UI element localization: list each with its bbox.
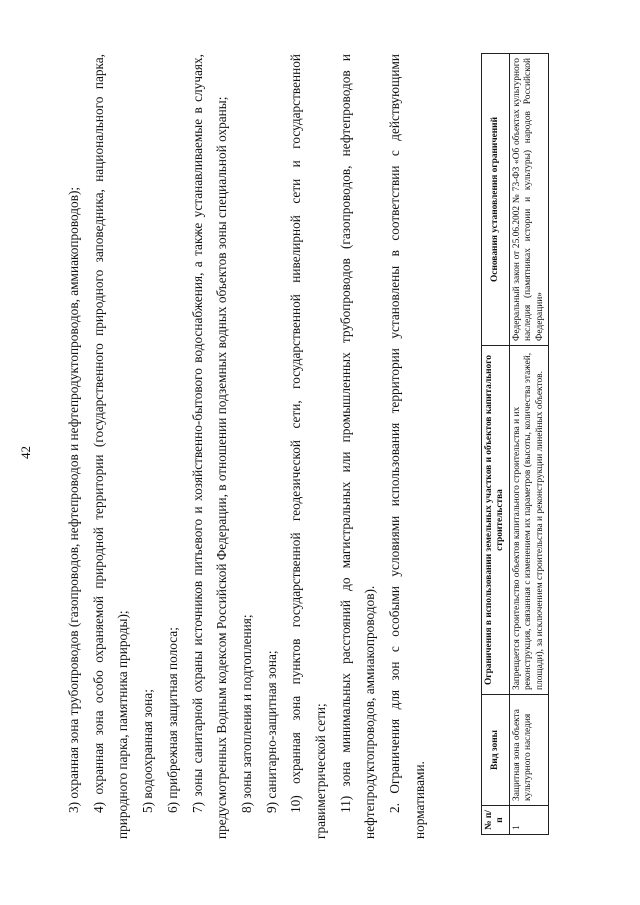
paragraph-restrictions-intro: 2. Ограничения для зон с особыми условиями использования территории установлены в соответствии с действующими нормативами. bbox=[387, 54, 427, 839]
cell-num: 1 bbox=[509, 806, 548, 835]
header-restrictions: Ограничения в использовании земельных участков и объектов капитального строительства bbox=[482, 346, 510, 695]
paragraph-protected-natural-area: 4) охранная зона особо охраняемой природной территории (государственного природного заповедника, национального парка, природного парка, памятника природы); bbox=[90, 54, 131, 839]
paragraph-sanitary-water-zone: 7) зоны санитарной охраны источников питьевого и хозяйственно-бытового водоснабжения, а также устанавливаемые в случаях, предусмотренных Водным кодексом Российской Федерации, в отношении подземных водных объектов зоны специальной охраны; bbox=[189, 54, 230, 839]
restrictions-table bbox=[481, 53, 549, 835]
paragraph-minimum-distance-zone: 11) зона минимальных расстояний до магистральных или промышленных трубопроводов (газопроводов, нефтепроводов и нефтепродуктопроводов, аммиакопроводов). bbox=[337, 54, 378, 839]
paragraph-sanitary-protection-zone: 9) санитарно-защитная зона; bbox=[263, 650, 279, 813]
paragraph-coastal-strip: 6) прибрежная защитная полоса; bbox=[164, 627, 180, 813]
header-num: № п/п bbox=[482, 806, 510, 835]
cell-zone-type: Защитная зона объекта культурного наследия bbox=[509, 695, 548, 806]
paragraph-flood-zone: 8) зоны затопления и подтопления; bbox=[238, 614, 254, 813]
header-zone-type: Вид зоны bbox=[482, 695, 510, 806]
table-header-row bbox=[482, 54, 510, 835]
cell-basis: Федеральный закон от 25.06.2002 № 73-ФЗ «Об объектах культурного наследия (памятниках истории и культуры) народов Российской Федерации» bbox=[509, 54, 548, 346]
paragraph-geodetic-network-zone: 10) охранная зона пунктов государственной геодезической сети, государственной нивелирной сети и государственной гравиметрической сети; bbox=[288, 54, 329, 839]
cell-restrictions: Запрещается строительство объектов капитального строительства и их реконструкция, связанная с изменением их параметров (высоты, количества этажей, площади), за исключением строительства и реконструкции линейных объектов. bbox=[509, 346, 548, 695]
table-row bbox=[509, 54, 548, 835]
header-basis: Основания установления ограничений bbox=[482, 54, 510, 346]
paragraph-pipeline-zone: 3) охранная зона трубопроводов (газопроводов, нефтепроводов и нефтепродуктопроводов, аммиакопроводов); bbox=[66, 186, 81, 813]
body-text bbox=[62, 54, 433, 839]
page-number: 42 bbox=[18, 446, 33, 459]
paragraph-water-protection-zone: 5) водоохранная зона; bbox=[140, 689, 156, 813]
